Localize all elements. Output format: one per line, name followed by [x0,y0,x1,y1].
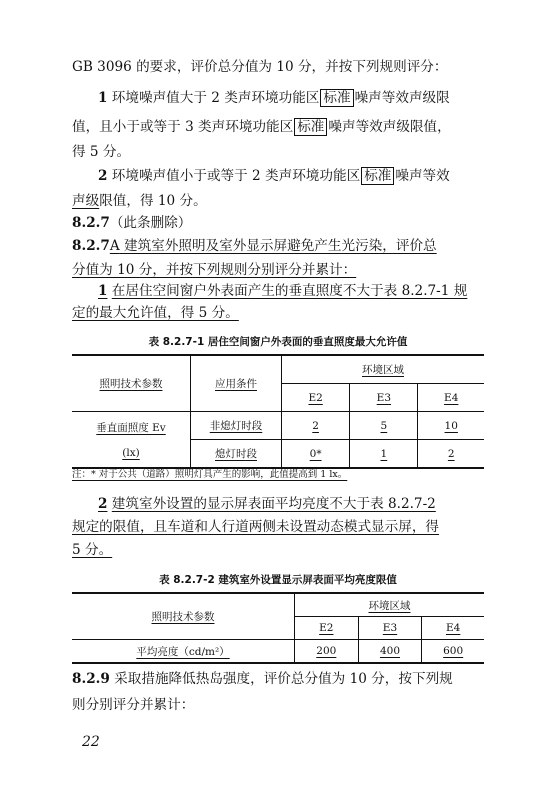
article-item-1-line-2 [72,302,239,324]
table-cell: 2 [418,440,484,469]
section-8-2-7A-line-2 [72,259,356,281]
item-text: 建筑室外设置的显示屏表面平均亮度不大于表 8.2.7-2 [111,496,436,512]
section-text: 建筑室外照明及室外显示屏避免产生光污染，评价总 [119,238,437,254]
inserted-word-box: 标准 [361,167,394,185]
underlined-text: 声级 [72,193,100,209]
item-text: 限值，得 10 分。 [99,193,207,209]
article-item-1-line-1 [98,280,467,302]
table-header-param: 照明技术参数 [72,355,191,412]
table-header-condition: 应用条件 [191,355,282,412]
item-1-line-1 [98,87,450,109]
section-8-2-7A-line-1 [72,235,437,257]
table-1-note: 注：* 对于公共（道路）照明灯具产生的影响，此值提高到 1 lx。 [72,469,348,480]
item-2-line-1 [98,165,450,187]
inserted-word-box: 标准 [294,118,327,136]
table-1-caption: 表 8.2.7-1 居住空间窗户外表面的垂直照度最大允许值 [148,336,408,348]
item-text: 噪声等效 [395,168,450,184]
table-row-param: 平均亮度（cd/m²） [72,640,295,664]
item-text: 5 分。 [72,542,113,558]
item-number: 1 [98,90,108,106]
section-8-2-9-line-2: 则分别评分并累计： [72,697,195,713]
item-text: 定的最大允许值，得 5 分。 [72,305,239,321]
table-header-zone-cell: E3 [358,617,422,640]
item-text: 噪声等效声级限 [354,90,450,106]
item-number: 2 [98,496,108,512]
section-number: 8.2.7 [72,215,110,231]
table-1 [72,354,484,469]
item-text: 环境噪声值大于 2 类声环境功能区 [111,90,320,106]
article-item-2-line-2 [72,516,439,538]
table-cell: 400 [358,640,422,664]
table-2-caption: 表 8.2.7-2 建筑室外设置显示屏表面平均亮度限值 [159,574,397,586]
item-1-line-2 [72,116,451,138]
table-cell: 0* [282,440,350,469]
section-8-2-9-line-1 [72,668,453,690]
section-text: （此条删除） [109,215,192,231]
table-header-zone: 环境区域 [282,355,485,384]
table-cell-condition: 非熄灯时段 [191,412,282,440]
table-cell: 10 [418,412,484,440]
section-number: 8.2.9 [72,671,110,687]
table-cell: 2 [282,412,350,440]
inserted-word-box: 标准 [320,89,353,107]
table-header-zone-cell: E4 [422,617,484,640]
table-cell-condition: 熄灯时段 [191,440,282,469]
table-header-zone-cell: E4 [418,384,484,412]
article-item-2-line-3 [72,539,112,561]
section-text: 采取措施降低热岛强度，评价总分值为 10 分，按下列规 [109,671,453,687]
item-text: 噪声等效声级限值， [328,119,451,135]
table-cell: 200 [295,640,359,664]
paragraph-gb3096: GB 3096 的要求，评价总分值为 10 分，并按下列规则评分： [72,59,448,75]
article-item-2-line-1 [98,493,436,515]
item-number: 1 [98,283,108,299]
item-text: 规定的限值，且车道和人行道两侧未设置动态模式显示屏，得 [72,519,440,535]
item-number: 2 [98,168,108,184]
table-cell: 1 [350,440,418,469]
table-cell: 600 [422,640,484,664]
page-number: 22 [82,734,100,750]
item-text: 值，且小于或等于 3 类声环境功能区 [72,119,294,135]
section-8-2-7 [72,212,191,234]
table-header-zone-cell: E2 [295,617,359,640]
section-text: 分值为 10 分，并按下列规则分别评分并累计： [72,262,357,278]
item-text: 环境噪声值小于或等于 2 类声环境功能区 [111,168,361,184]
table-header-param: 照明技术参数 [72,593,295,640]
section-number: 8.2.7 [72,238,110,254]
table-header-zone: 环境区域 [295,593,485,617]
table-header-zone-cell: E2 [282,384,350,412]
item-text: 在居住空间窗户外表面产生的垂直照度不大于表 8.2.7-1 规 [111,283,468,299]
table-2 [72,592,484,664]
table-cell: 5 [350,412,418,440]
item-1-line-3: 得 5 分。 [72,144,131,160]
section-suffix: A [109,238,120,254]
table-header-zone-cell: E3 [350,384,418,412]
table-row-param: 垂直面照度 Ev (lx) [72,412,191,469]
item-2-line-2 [72,190,207,212]
